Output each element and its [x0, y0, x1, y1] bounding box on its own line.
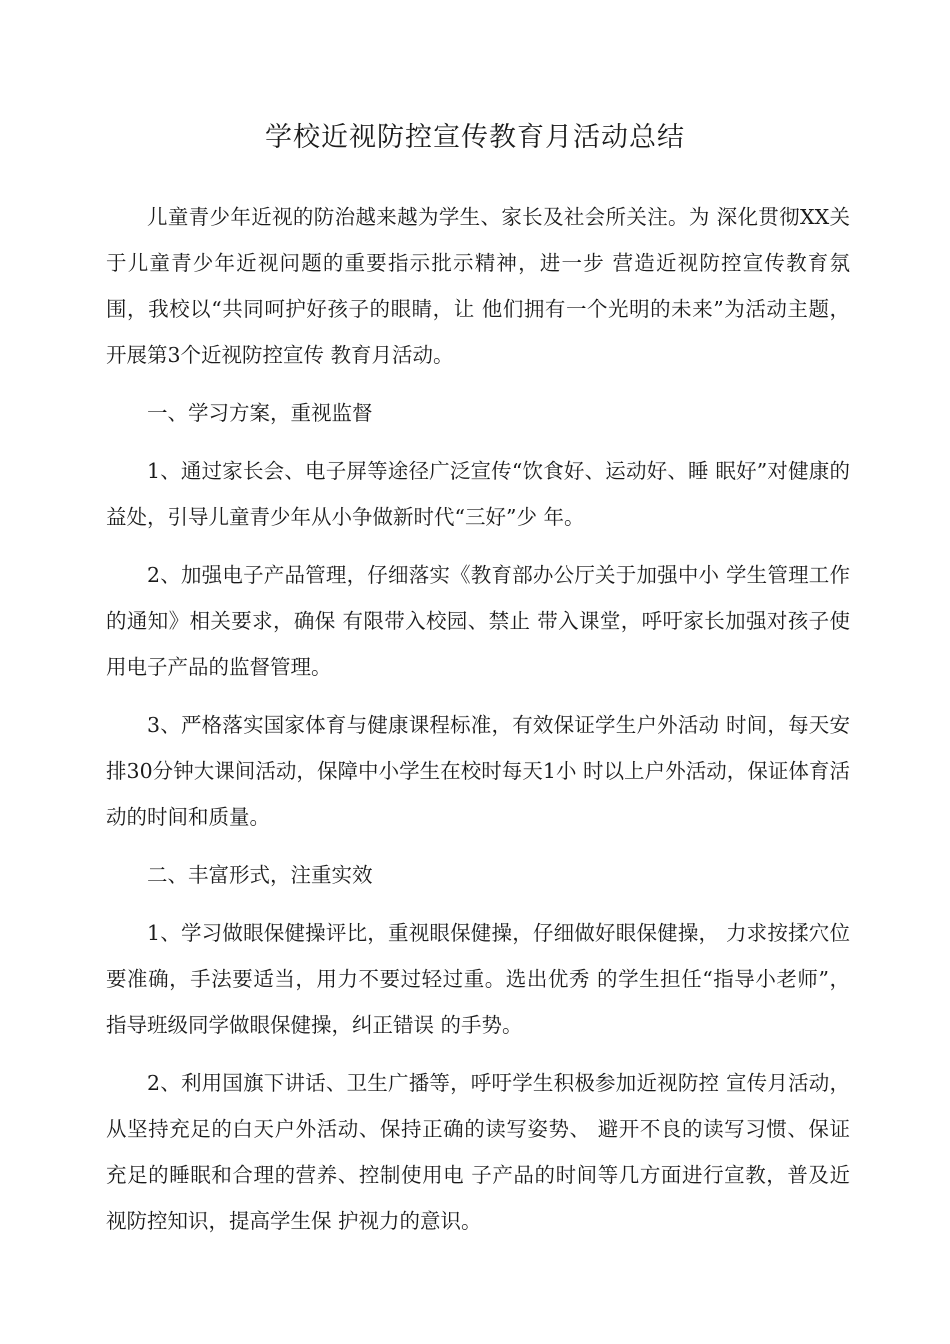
section-heading-2: 二、丰富形式，注重实效 [147, 863, 373, 887]
section-1-item-3: 3、严格落实国家体育与健康课程标准，有效保证学生户外活动 时间，每天安排30分钟大课间活动，保障中小学生在校时每天1小 时以上户外活动，保证体育活动的时间和质量。 [106, 713, 850, 829]
section-1-item-2: 2、加强电子产品管理，仔细落实《教育部办公厅关于加强中小 学生管理工作的通知》相关要求，确保 有限带入校园、禁止 带入课堂，呼吁家长加强对孩子使用电子产品的监督管理。 [106, 563, 850, 679]
section-heading-1: 一、学习方案，重视监督 [147, 401, 373, 425]
section-1-item-1: 1、通过家长会、电子屏等途径广泛宣传“饮食好、运动好、睡 眠好”对健康的益处，引导儿童青少年从小争做新时代“三好”少 年。 [106, 459, 850, 529]
intro-paragraph: 儿童青少年近视的防治越来越为学生、家长及社会所关注。为 深化贯彻XX关于儿童青少年近视问题的重要指示批示精神，进一步 营造近视防控宣传教育氛围，我校以“共同呵护好孩子的眼睛，让 他们拥有一个光明的未来”为活动主题，开展第3个近视防控宣传 教育月活动。 [106, 205, 850, 367]
document-body [106, 194, 850, 1256]
document-title: 学校近视防控宣传教育月活动总结 [265, 122, 685, 153]
section-2-item-2: 2、利用国旗下讲话、卫生广播等，呼吁学生积极参加近视防控 宣传月活动，从坚持充足的白天户外活动、保持正确的读写姿势、 避开不良的读写习惯、保证充足的睡眠和合理的营养、控制使用电 子产品的时间等几方面进行宣教，普及近视防控知识，提高学生保 护视力的意识。 [106, 1071, 850, 1233]
section-2-item-1: 1、学习做眼保健操评比，重视眼保健操，仔细做好眼保健操， 力求按揉穴位要准确，手法要适当，用力不要过轻过重。选出优秀 的学生担任“指导小老师”，指导班级同学做眼保健操，纠正错误 的手势。 [106, 921, 850, 1037]
